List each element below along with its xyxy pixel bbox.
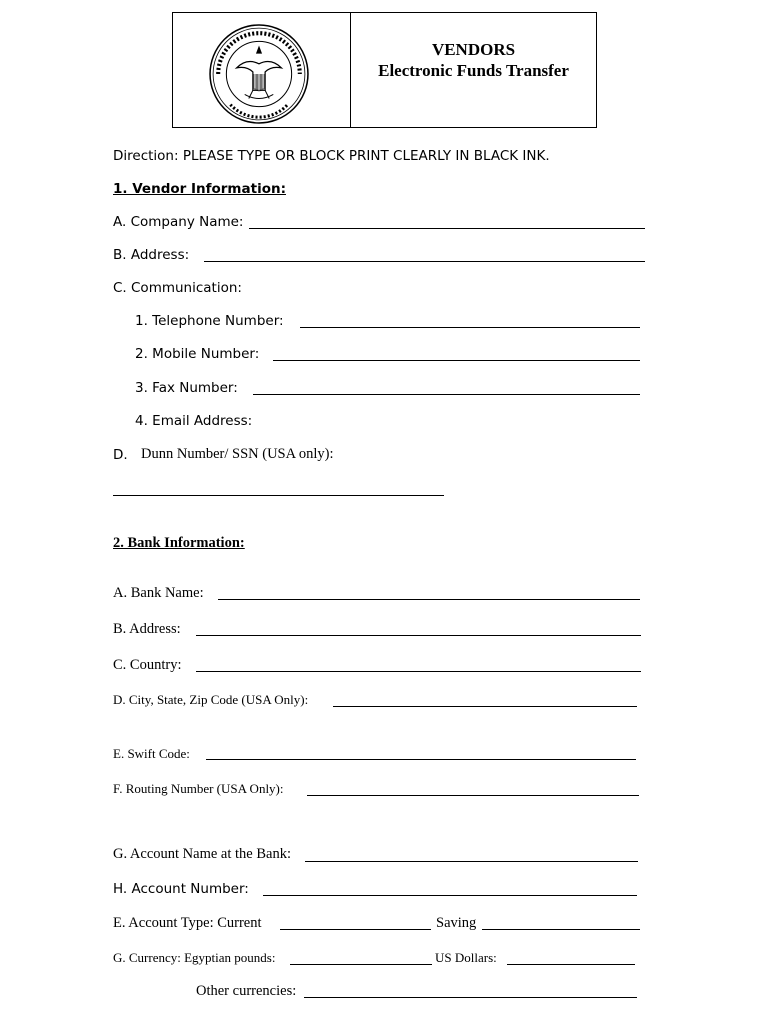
other-currencies-label: Other currencies: — [196, 983, 297, 999]
fax-label: 3. Fax Number: — [135, 380, 238, 396]
telephone-field[interactable] — [300, 327, 640, 328]
routing-number-label: F. Routing Number (USA Only): — [113, 781, 284, 796]
company-name-label: A. Company Name: — [113, 214, 244, 230]
egyptian-pounds-field[interactable] — [290, 964, 432, 965]
city-state-zip-field[interactable] — [333, 706, 637, 707]
bank-name-field[interactable] — [218, 599, 640, 600]
mobile-field[interactable] — [273, 360, 640, 361]
other-currencies-field[interactable] — [304, 997, 637, 998]
telephone-label: 1. Telephone Number: — [135, 313, 284, 329]
bank-address-label: B. Address: — [113, 621, 181, 637]
form-title — [351, 39, 596, 81]
communication-label: C. Communication: — [113, 280, 242, 296]
dunn-field[interactable] — [113, 495, 444, 496]
country-label: C. Country: — [113, 657, 182, 673]
saving-label: Saving — [436, 915, 477, 931]
swift-code-field[interactable] — [206, 759, 636, 760]
vendor-section-heading: 1. Vendor Information: — [113, 181, 286, 197]
dunn-label: Dunn Number/ SSN (USA only): — [141, 446, 334, 462]
country-field[interactable] — [196, 671, 641, 672]
routing-number-field[interactable] — [307, 795, 639, 796]
account-name-label: G. Account Name at the Bank: — [113, 846, 291, 862]
account-type-label: E. Account Type: Current — [113, 915, 262, 931]
email-label: 4. Email Address: — [135, 413, 253, 429]
vendor-address-label: B. Address: — [113, 247, 190, 263]
swift-code-label: E. Swift Code: — [113, 746, 190, 761]
us-dollars-label: US Dollars: — [435, 950, 497, 965]
account-name-field[interactable] — [305, 861, 638, 862]
currency-label: G. Currency: Egyptian pounds: — [113, 950, 276, 965]
account-number-label: H. Account Number: — [113, 881, 249, 897]
direction-text: Direction: PLEASE TYPE OR BLOCK PRINT CLEARLY IN BLACK INK. — [113, 148, 550, 164]
mobile-label: 2. Mobile Number: — [135, 346, 260, 362]
form-title-line2: Electronic Funds Transfer — [378, 61, 569, 80]
vendor-address-field[interactable] — [204, 261, 645, 262]
bank-section-heading: 2. Bank Information: — [113, 535, 245, 551]
account-number-field[interactable] — [263, 895, 637, 896]
saving-account-field[interactable] — [482, 929, 640, 930]
embassy-seal-icon — [208, 23, 310, 125]
company-name-field[interactable] — [249, 228, 645, 229]
fax-field[interactable] — [253, 394, 640, 395]
bank-name-label: A. Bank Name: — [113, 585, 204, 601]
dunn-letter: D. — [113, 447, 128, 463]
us-dollars-field[interactable] — [507, 964, 635, 965]
header-box — [172, 12, 597, 128]
form-title-line1: VENDORS — [431, 40, 516, 59]
current-account-field[interactable] — [280, 929, 431, 930]
city-state-zip-label: D. City, State, Zip Code (USA Only): — [113, 692, 309, 707]
bank-address-field[interactable] — [196, 635, 641, 636]
